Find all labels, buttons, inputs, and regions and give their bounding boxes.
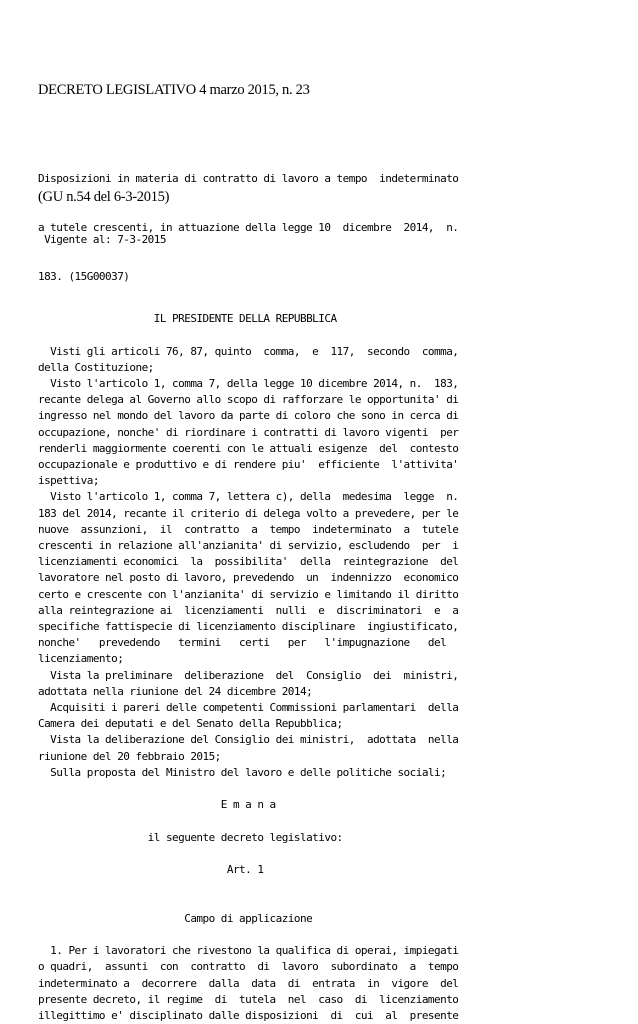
body-line: recante delega al Governo allo scopo di rafforzare le opportunita' di [38,393,459,407]
body-line: crescenti in relazione all'anzianita' di servizio, escludendo per i [38,539,459,553]
body-line: specifiche fattispecie di licenziamento disciplinare ingiustificato, [38,620,459,634]
body-line: illegittimo e' disciplinato dalle disposizioni di cui al presente [38,1008,459,1022]
body-line: IL PRESIDENTE DELLA REPUBBLICA [38,312,337,326]
body-line: licenziamento; [38,652,124,666]
body-line: E m a n a [38,798,276,812]
body-line: Acquisiti i pareri delle competenti Commissioni parlamentari della [38,701,459,715]
body-line: Campo di applicazione [38,911,313,925]
body-line: renderli maggiormente coerenti con le attuali esigenze del contesto [38,441,459,455]
decree-body [38,295,458,1024]
body-line: 183 del 2014, recante il criterio di delega volto a prevedere, per le [38,506,459,520]
body-line: Sulla proposta del Ministro del lavoro e delle politiche sociali; [38,765,447,779]
body-line: lavoratore nel posto di lavoro, prevedendo un indennizzo economico [38,571,459,585]
body-line: Visto l'articolo 1, comma 7, della legge 10 dicembre 2014, n. 183, [38,377,459,391]
body-line: certo e crescente con l'anzianita' di servizio e limitando il diritto [38,587,459,601]
body-line: ispettiva; [38,474,99,488]
body-line: nonche' prevedendo termini certi per l'impugnazione del [38,636,447,650]
body-line [38,781,458,797]
body-line: occupazionale e produttivo e di rendere piu' efficiente l'attivita' [38,458,459,472]
body-line: o quadri, assunti con contratto di lavoro subordinato a tempo [38,960,459,974]
body-line: Vista la deliberazione del Consiglio dei ministri, adottata nella [38,733,459,747]
vigente-date: Vigente al: 7-3-2015 [38,233,166,246]
body-line: 1. Per i lavoratori che rivestono la qualifica di operai, impiegati [38,944,459,958]
body-line [38,846,458,862]
body-line: Visto l'articolo 1, comma 7, lettera c), della medesima legge n. [38,490,459,504]
document-title: DECRETO LEGISLATIVO 4 marzo 2015, n. 23 [38,82,310,98]
body-line: indeterminato a decorrere dalla data di entrata in vigore del [38,976,459,990]
body-line: nuove assunzioni, il contratto a tempo indeterminato a tutele [38,522,459,536]
body-line: riunione del 20 febbraio 2015; [38,749,221,763]
body-line [38,927,458,943]
body-line: Vista la preliminare deliberazione del Consiglio dei ministri, [38,668,459,682]
body-line: occupazione, nonche' di riordinare i contratti di lavoro vigenti per [38,425,459,439]
body-line: adottata nella riunione del 24 dicembre 2014; [38,684,313,698]
subject-line: Disposizioni in materia di contratto di lavoro a tempo indeterminato [38,172,459,186]
body-line [38,327,458,343]
body-line: il seguente decreto legislativo: [38,830,343,844]
body-line: ingresso nel mondo del lavoro da parte di coloro che sono in cerca di [38,409,459,423]
body-line: alla reintegrazione ai licenziamenti nulli e discriminatori e a [38,603,459,617]
body-line: Art. 1 [38,863,264,877]
gazzetta-ufficiale-reference: (GU n.54 del 6-3-2015) [38,189,170,205]
body-line: della Costituzione; [38,360,154,374]
body-line [38,295,458,311]
body-line: licenziamenti economici la possibilita' della reintegrazione del [38,555,459,569]
subject-line: a tutele crescenti, in attuazione della legge 10 dicembre 2014, n. [38,221,459,235]
subject-line: 183. (15G00037) [38,269,130,283]
body-line: Visti gli articoli 76, 87, quinto comma, e 117, secondo comma, [38,344,459,358]
body-line [38,878,458,894]
body-line: presente decreto, il regime di tutela nel caso di licenziamento [38,992,459,1006]
body-line: Camera dei deputati e del Senato della Repubblica; [38,717,343,731]
document-subject [38,139,458,301]
body-line [38,814,458,830]
